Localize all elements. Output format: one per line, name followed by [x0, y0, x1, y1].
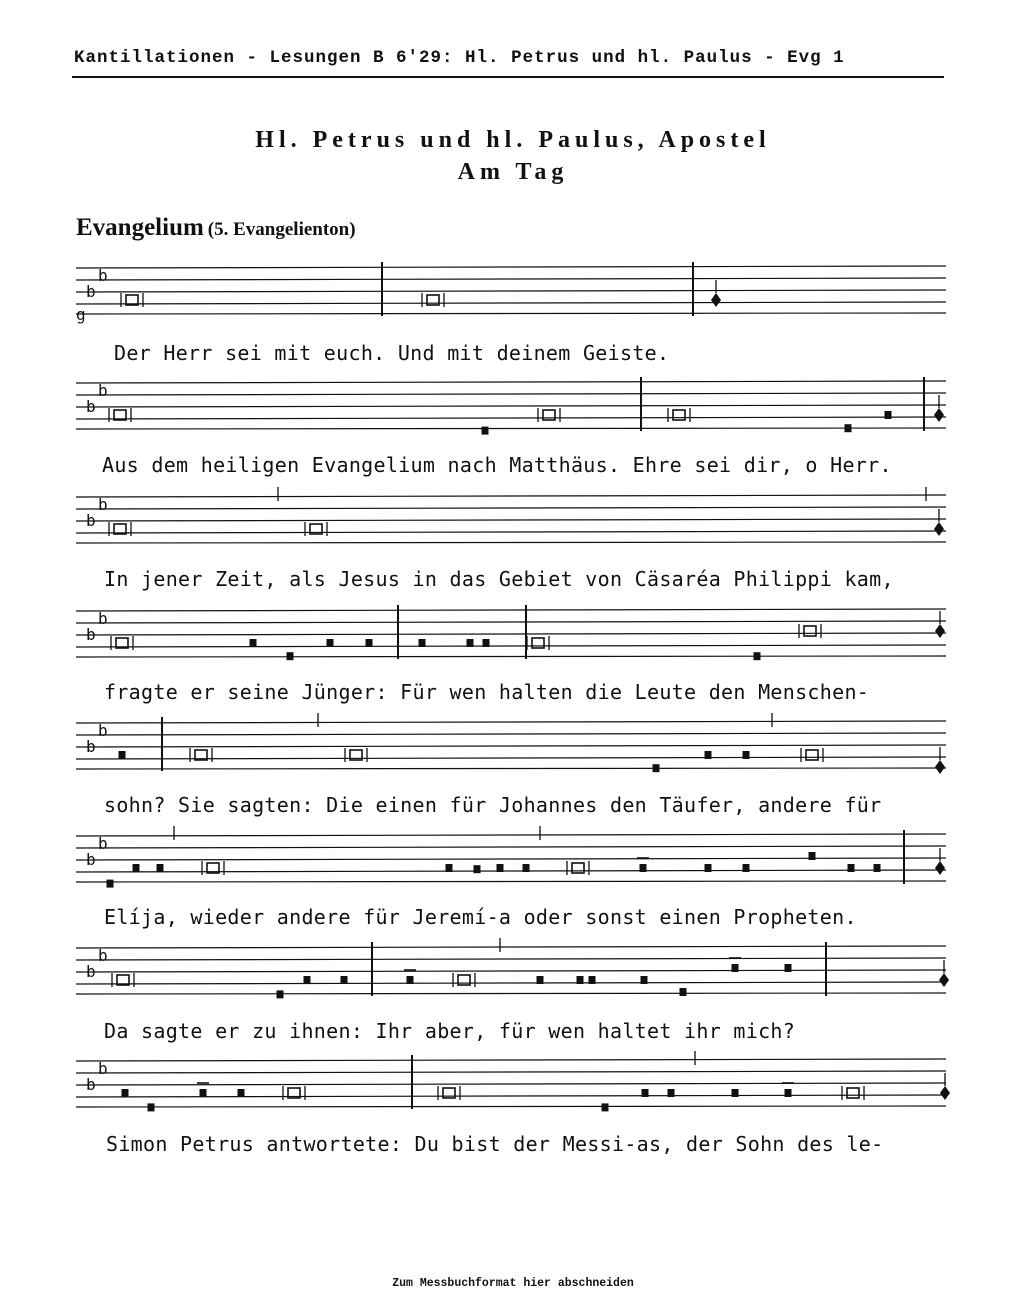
- punctum-note: [743, 751, 750, 759]
- punctum-note: [589, 976, 596, 984]
- punctum-note: [680, 988, 687, 996]
- staff-line: [76, 946, 946, 948]
- punctum-note: [785, 964, 792, 972]
- staff-line: [76, 621, 946, 623]
- punctum-note: [327, 639, 334, 647]
- lyric-line: Da sagte er zu ihnen: Ihr aber, für wen haltet ihr mich?: [104, 1019, 796, 1043]
- staff-line: [76, 881, 946, 882]
- punctum-note: [845, 424, 852, 432]
- flat-sign-upper: b: [98, 1059, 108, 1078]
- flat-sign-lower: b: [86, 282, 96, 301]
- staff-line: [76, 290, 946, 292]
- recitation-note: [806, 750, 818, 760]
- final-note: [939, 973, 949, 987]
- staff-line: [76, 609, 946, 611]
- flat-sign-lower: b: [86, 511, 96, 530]
- final-note: [940, 1086, 950, 1100]
- lyric-line: Simon Petrus antwortete: Du bist der Messi-as, der Sohn des le-: [106, 1132, 884, 1156]
- flat-sign-upper: b: [98, 609, 108, 628]
- chant-staff: [0, 713, 1026, 783]
- punctum-note: [287, 652, 294, 660]
- recitation-note: [804, 626, 816, 636]
- staff-line: [76, 393, 946, 395]
- punctum-note: [885, 411, 892, 419]
- section-title: Evangelium: [76, 214, 204, 241]
- punctum-note: [107, 880, 114, 888]
- chant-staff: [0, 601, 1026, 671]
- punctum-note: [119, 751, 126, 759]
- running-header: Kantillationen - Lesungen B 6'29: Hl. Petrus und hl. Paulus - Evg 1: [74, 48, 845, 68]
- punctum-note: [848, 864, 855, 872]
- chant-staff: [0, 826, 1026, 896]
- punctum-note: [668, 1089, 675, 1097]
- staff-line: [76, 405, 946, 407]
- cut-line-note: Zum Messbuchformat hier abschneiden: [392, 1277, 634, 1290]
- flat-sign-upper: b: [98, 721, 108, 740]
- punctum-note: [732, 964, 739, 972]
- punctum-note: [641, 976, 648, 984]
- final-note: [711, 293, 721, 307]
- lyric-line: Aus dem heiligen Evangelium nach Matthäus. Ehre sei dir, o Herr.: [102, 453, 892, 477]
- staff-line: [76, 507, 946, 509]
- punctum-note: [640, 864, 647, 872]
- staff-line: [76, 721, 946, 723]
- punctum-note: [754, 652, 761, 660]
- punctum-note: [577, 976, 584, 984]
- staff-line: [76, 1071, 946, 1073]
- punctum-note: [446, 864, 453, 872]
- punctum-note: [133, 864, 140, 872]
- punctum-note: [122, 1089, 129, 1097]
- punctum-note: [642, 1089, 649, 1097]
- punctum-note: [366, 639, 373, 647]
- header-rule: [72, 76, 944, 78]
- staff-line: [76, 381, 946, 383]
- staff-line: [76, 768, 946, 769]
- staff-line: [76, 970, 946, 972]
- recitation-note: [847, 1088, 859, 1098]
- punctum-note: [250, 639, 257, 647]
- flat-sign-lower: b: [86, 397, 96, 416]
- staff-line: [76, 302, 946, 304]
- staff-line: [76, 846, 946, 848]
- flat-sign-upper: b: [98, 495, 108, 514]
- punctum-note: [743, 864, 750, 872]
- final-note: [935, 760, 945, 774]
- punctum-note: [341, 976, 348, 984]
- staff-line: [76, 266, 946, 268]
- punctum-note: [407, 976, 414, 984]
- punctum-note: [474, 865, 481, 873]
- punctum-note: [157, 864, 164, 872]
- punctum-note: [809, 852, 816, 860]
- flat-sign-lower: b: [86, 737, 96, 756]
- chant-staff: [0, 487, 1026, 557]
- lyric-line: Elíja, wieder andere für Jeremí-a oder sonst einen Propheten.: [104, 905, 857, 929]
- staff-line: [76, 645, 946, 647]
- final-note: [934, 408, 944, 422]
- staff-line: [76, 834, 946, 836]
- recitation-note: [572, 863, 584, 873]
- staff-line: [76, 417, 946, 419]
- feast-subtitle: Am Tag: [457, 159, 569, 185]
- staff-line: [76, 495, 946, 497]
- punctum-note: [419, 639, 426, 647]
- final-note: [935, 624, 945, 638]
- chant-staff: [0, 938, 1026, 1008]
- clef-g: g: [76, 305, 86, 324]
- lyric-line: Der Herr sei mit euch. Und mit deinem Geiste.: [114, 341, 670, 365]
- punctum-note: [238, 1089, 245, 1097]
- punctum-note: [874, 864, 881, 872]
- section-subtitle: (5. Evangelienton): [207, 219, 356, 240]
- lyric-line: In jener Zeit, als Jesus in das Gebiet von Cäsaréa Philippi kam,: [104, 567, 894, 591]
- staff-line: [76, 993, 946, 994]
- punctum-note: [483, 639, 490, 647]
- staff-line: [76, 313, 946, 314]
- flat-sign-upper: b: [98, 834, 108, 853]
- flat-sign-upper: b: [98, 266, 108, 285]
- staff-line: [76, 656, 946, 657]
- staff-line: [76, 1106, 946, 1107]
- flat-sign-lower: b: [86, 625, 96, 644]
- punctum-note: [200, 1089, 207, 1097]
- punctum-note: [705, 751, 712, 759]
- staff-line: [76, 1059, 946, 1061]
- staff-line: [76, 519, 946, 521]
- lyric-line: fragte er seine Jünger: Für wen halten die Leute den Menschen-: [104, 680, 870, 704]
- punctum-note: [304, 976, 311, 984]
- staff-line: [76, 542, 946, 543]
- punctum-note: [148, 1103, 155, 1111]
- punctum-note: [523, 864, 530, 872]
- staff-line: [76, 428, 946, 429]
- staff-line: [76, 278, 946, 280]
- section-heading: [76, 214, 356, 242]
- punctum-note: [785, 1089, 792, 1097]
- flat-sign-upper: b: [98, 946, 108, 965]
- flat-sign-lower: b: [86, 962, 96, 981]
- punctum-note: [497, 864, 504, 872]
- final-note: [934, 522, 944, 536]
- staff-line: [76, 733, 946, 735]
- punctum-note: [602, 1103, 609, 1111]
- feast-title: Hl. Petrus und hl. Paulus, Apostel: [255, 127, 771, 153]
- staff-line: [76, 745, 946, 747]
- lyric-line: sohn? Sie sagten: Die einen für Johannes den Täufer, andere für: [104, 793, 882, 817]
- punctum-note: [732, 1089, 739, 1097]
- staff-line: [76, 982, 946, 984]
- punctum-note: [537, 976, 544, 984]
- punctum-note: [705, 864, 712, 872]
- chant-staff: [0, 258, 1026, 328]
- flat-sign-lower: b: [86, 850, 96, 869]
- punctum-note: [653, 764, 660, 772]
- punctum-note: [467, 639, 474, 647]
- flat-sign-lower: b: [86, 1075, 96, 1094]
- chant-staff: [0, 1051, 1026, 1121]
- staff-line: [76, 958, 946, 960]
- punctum-note: [277, 990, 284, 998]
- punctum-note: [482, 427, 489, 435]
- flat-sign-upper: b: [98, 381, 108, 400]
- recitation-note: [673, 410, 685, 420]
- final-note: [935, 861, 945, 875]
- staff-line: [76, 531, 946, 533]
- chant-staff: [0, 373, 1026, 443]
